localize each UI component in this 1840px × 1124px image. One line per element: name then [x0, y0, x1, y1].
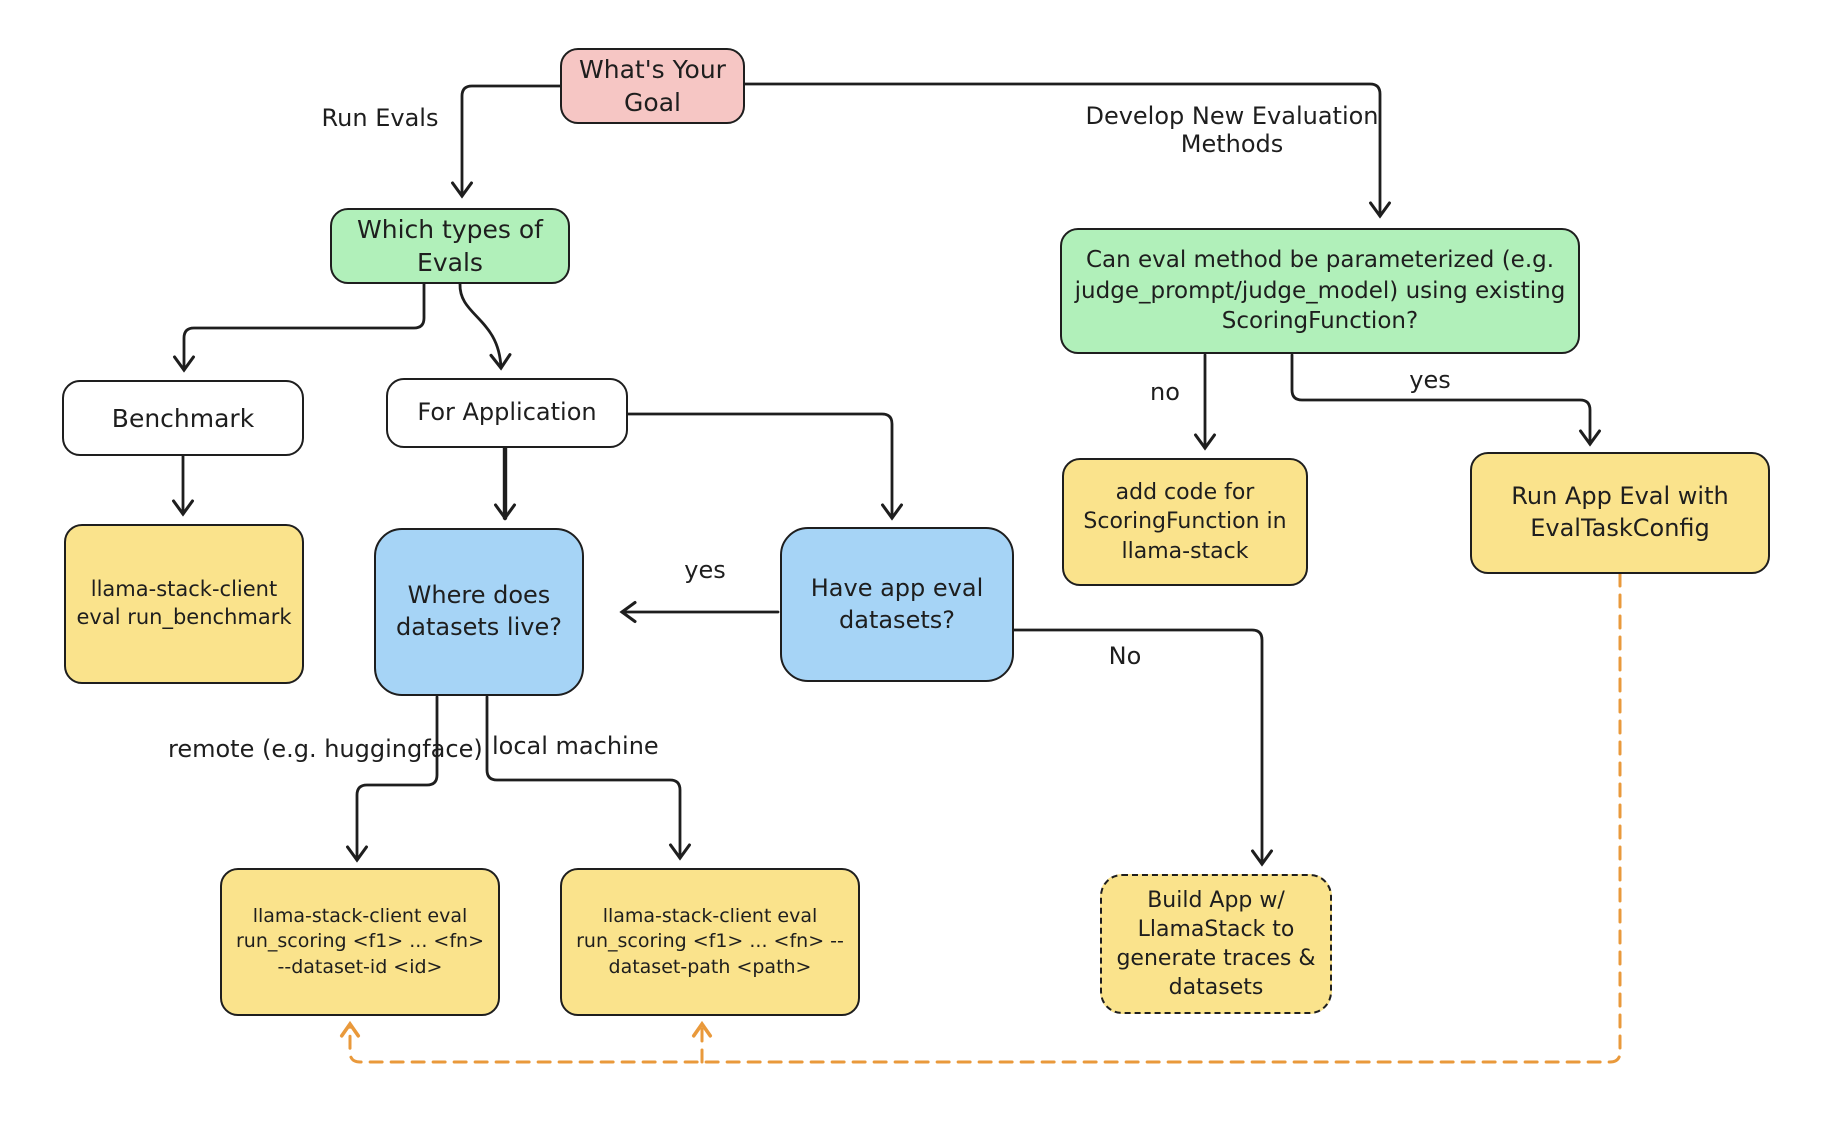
node-whats-your-goal: What's Your Goal — [560, 48, 745, 124]
edge-label-run-evals: Run Evals — [321, 104, 439, 132]
node-where-does-datasets-live: Where does datasets live? — [374, 528, 584, 696]
node-run-scoring-dataset-id: llama-stack-client eval run_scoring <f1> ... <fn> --dataset-id <id> — [220, 868, 500, 1016]
node-run-app-eval-with-evaltaskconfig: Run App Eval with EvalTaskConfig — [1470, 452, 1770, 574]
edge-label-local-machine: local machine — [492, 732, 659, 760]
node-benchmark: Benchmark — [62, 380, 304, 456]
node-build-app-with-llamastack: Build App w/ LlamaStack to generate traces & datasets — [1100, 874, 1332, 1014]
edge-goal-to-which-types — [462, 86, 560, 196]
edge-which-types-to-benchmark — [184, 284, 424, 370]
edge-where-datasets-remote-to-run-scoring-id — [357, 697, 437, 860]
node-which-types-of-evals: Which types of Evals — [330, 208, 570, 284]
edge-label-yes-have-datasets: yes — [684, 556, 726, 584]
edge-which-types-to-for-application — [460, 284, 501, 368]
node-can-eval-method-be-parameterized: Can eval method be parameterized (e.g. judge_prompt/judge_model) using existing ScoringFunction? — [1060, 228, 1580, 354]
edge-for-application-to-have-datasets — [628, 414, 892, 518]
node-have-app-eval-datasets: Have app eval datasets? — [780, 527, 1014, 682]
edge-label-no-param: no — [1150, 378, 1180, 406]
node-for-application: For Application — [386, 378, 628, 448]
node-add-code-for-scoringfunction: add code for ScoringFunction in llama-stack — [1062, 458, 1308, 586]
node-run-benchmark-command: llama-stack-client eval run_benchmark — [64, 524, 304, 684]
edge-label-yes-param: yes — [1409, 366, 1451, 394]
edge-label-develop-new-evaluation-methods: Develop New Evaluation Methods — [1085, 102, 1379, 158]
edge-label-remote-huggingface: remote (e.g. huggingface) — [168, 735, 483, 763]
node-run-scoring-dataset-path: llama-stack-client eval run_scoring <f1> ... <fn> --dataset-path <path> — [560, 868, 860, 1016]
edge-label-no-have-datasets: No — [1108, 642, 1142, 670]
edge-where-datasets-local-to-run-scoring-path — [487, 697, 680, 858]
